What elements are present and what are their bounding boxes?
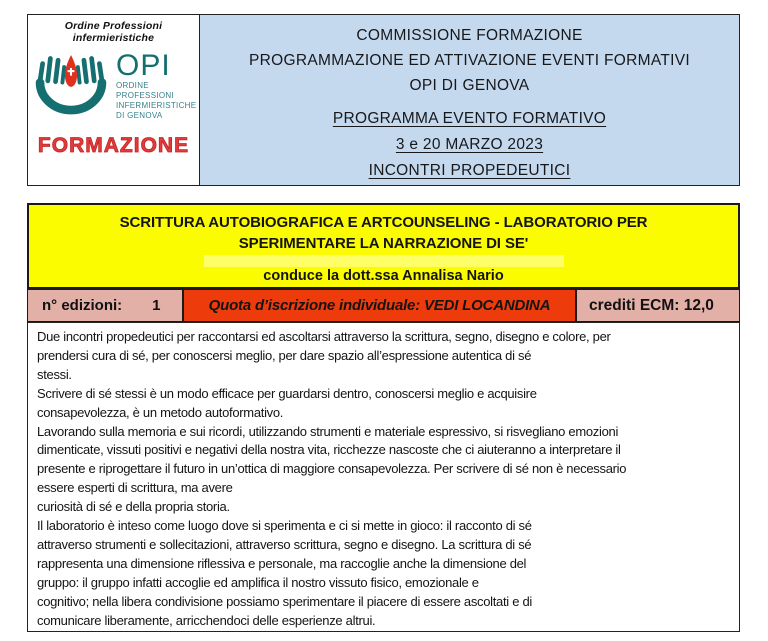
logo-acronym: OPI [116, 49, 171, 82]
logo-org-line: INFERMIERISTICHE [116, 101, 197, 110]
logo-cell [27, 14, 200, 186]
description-line: attraverso strumenti e sollecitazioni, attraverso scrittura, segno e disegno. La scrittura di sé [37, 536, 532, 552]
logo-org-line: ORDINE PROFESSIONI [116, 81, 174, 100]
editions-cell [27, 289, 183, 322]
credits-cell: crediti ECM: 12,0 [576, 289, 740, 322]
description-line: prendersi cura di sé, per conoscersi meglio, per dare spazio all’espressione autentica di sé [37, 347, 532, 363]
highlight-strip [204, 255, 564, 267]
commission-line: PROGRAMMAZIONE ED ATTIVAZIONE EVENTI FORMATIVI [249, 52, 690, 69]
description-line: essere esperti di scrittura, ma avere [37, 480, 233, 496]
hands-cradling-flame-icon [28, 50, 114, 122]
program-lines [200, 106, 739, 184]
description-line: consapevolezza, è un metodo autoformativo. [37, 404, 284, 420]
description-line: stessi. [37, 366, 72, 382]
event-title [29, 212, 738, 254]
logo-row [28, 50, 199, 122]
description-line: Due incontri propedeutici per raccontarsi ed ascoltarsi attraverso la scrittura, segno, disegno e colore, per [37, 329, 611, 344]
program-line: PROGRAMMA EVENTO FORMATIVO [332, 110, 607, 127]
header-blue-cell [199, 14, 740, 186]
description-line: curiosità di sé e della propria storia. [37, 499, 230, 515]
event-title-line: SPERIMENTARE LA NARRAZIONE DI SE' [238, 235, 529, 252]
commission-line: COMMISSIONE FORMAZIONE [356, 27, 583, 44]
editions-label: n° edizioni: [42, 297, 123, 314]
formazione-label: FORMAZIONE [37, 134, 190, 157]
commission-line: OPI DI GENOVA [409, 77, 530, 94]
logo-org-line: DI GENOVA [116, 111, 163, 120]
commission-lines [200, 23, 739, 98]
editions-value: 1 [152, 297, 161, 314]
description-line: gruppo: il gruppo infatti accoglie ed amplifica il nostro vissuto fisico, emozionale e [37, 574, 479, 590]
fee-cell: Quota d’iscrizione individuale: VEDI LOCANDINA [183, 289, 576, 322]
logo-top-label: Ordine Professioni infermieristiche [64, 20, 163, 44]
description-line: presente e riprogettare il futuro in un’ottica di maggiore consapevolezza. Per scrivere di sé non è necessario [37, 461, 627, 477]
description-line: Il laboratorio è inteso come luogo dove si sperimenta e ci si mette in gioco: il racconto di sé [37, 518, 532, 534]
logo-text-block [116, 51, 199, 121]
program-line: INCONTRI PROPEDEUTICI [368, 162, 571, 179]
description-line: dimenticate, vissuti positivi e negativi della nostra vita, ricchezze nascoste che ci aiuteranno a interpretare il [37, 442, 621, 458]
description-line: cognitivo; nella libera condivisione possiamo sperimentare il piacere di essere ascoltati e di [37, 593, 532, 609]
info-row [27, 289, 740, 322]
description-line: rappresenta una dimensione riflessiva e personale, ma raccoglie anche la dimensione del [37, 555, 527, 571]
logo-org-lines [116, 81, 199, 121]
description-line: Scrivere di sé stessi è un modo efficace per guardarsi dentro, conoscersi meglio e acquisire [37, 385, 537, 401]
conductor-line: conduce la dott.ssa Annalisa Nario [263, 268, 504, 284]
event-title-banner [27, 203, 740, 289]
program-line: 3 e 20 MARZO 2023 [395, 136, 544, 153]
event-title-line: SCRITTURA AUTOBIOGRAFICA E ARTCOUNSELING - LABORATORIO PER [119, 214, 648, 231]
description-line: comunicare liberamente, arricchendoci delle esperienze altrui. [37, 612, 376, 628]
description-box [27, 322, 740, 632]
description-line: Lavorando sulla memoria e sui ricordi, utilizzando strumenti e materiale espressivo, si risvegliano emozioni [37, 423, 619, 439]
